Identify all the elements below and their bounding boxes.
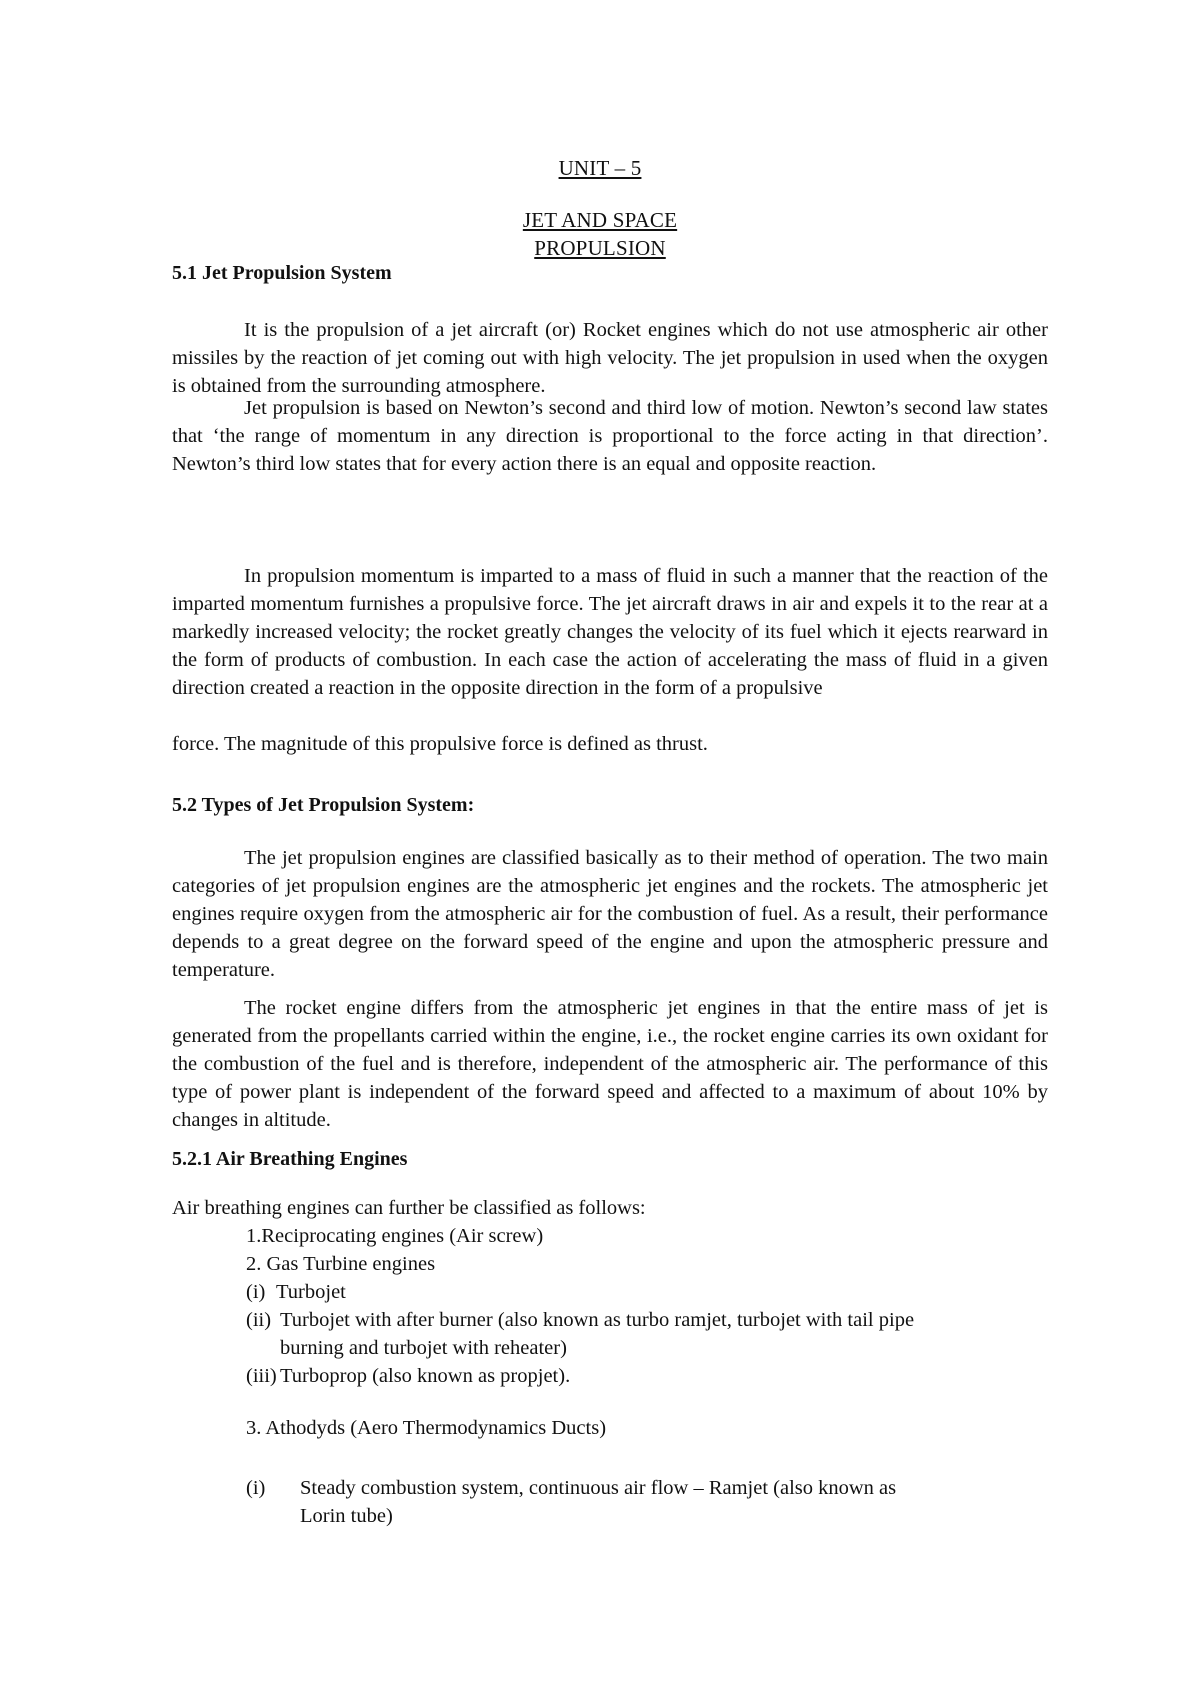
chapter-title-line1: JET AND SPACE <box>522 208 678 232</box>
sub-item-text-continued: Lorin tube) <box>300 1505 393 1527</box>
section-5-2-1-heading: 5.2.1 Air Breathing Engines <box>172 1148 408 1170</box>
sub-item-number: (ii) <box>246 1309 272 1331</box>
section-5-1-paragraph-3 <box>172 562 1048 702</box>
paragraph-text: It is the propulsion of a jet aircraft (or) Rocket engines which do not use atmospheric air other missiles by the reaction of jet coming out with high velocity. The jet propulsion in used when the oxygen is obtained from the surrounding atmosphere. <box>172 319 1048 397</box>
list-item-athodyds: 3. Athodyds (Aero Thermodynamics Ducts) <box>246 1417 607 1439</box>
sub-item-text-continued: burning and turbojet with reheater) <box>280 1337 567 1359</box>
section-5-2-heading: 5.2 Types of Jet Propulsion System: <box>172 794 475 816</box>
list-item-gas-turbine: 2. Gas Turbine engines <box>246 1253 436 1275</box>
section-5-1-paragraph-3-last-line: force. The magnitude of this propulsive force is defined as thrust. <box>172 733 708 755</box>
sub-item-text: Steady combustion system, continuous air flow – Ramjet (also known as <box>300 1477 897 1499</box>
unit-title: UNIT – 5 <box>558 156 642 180</box>
classification-intro: Air breathing engines can further be classified as follows: <box>172 1197 646 1219</box>
paragraph-text: The rocket engine differs from the atmospheric jet engines in that the entire mass of jet is generated from the propellants carried within the engine, i.e., the rocket engine carries its own oxidant for the combustion of the fuel and is therefore, independent of the atmospheric air. The performance of this type of power plant is independent of the forward speed and affected to a maximum of about 10% by changes in altitude. <box>172 997 1048 1131</box>
list-item-reciprocating: 1.Reciprocating engines (Air screw) <box>246 1225 544 1247</box>
sub-item-number: (i) <box>246 1281 266 1303</box>
section-5-1-paragraph-1 <box>172 316 1048 400</box>
chapter-title-line2: PROPULSION <box>534 236 666 260</box>
sub-item-number: (iii) <box>246 1365 277 1387</box>
sub-item-text: Turbojet <box>276 1281 346 1303</box>
sub-item-text: Turbojet with after burner (also known as turbo ramjet, turbojet with tail pipe <box>280 1309 915 1331</box>
paragraph-text: Jet propulsion is based on Newton’s second and third low of motion. Newton’s second law states that ‘the range of momentum in any direction is proportional to the force acting in that direction’. Newton’s third low states that for every action there is an equal and opposite reaction. <box>172 397 1048 475</box>
paragraph-text: The jet propulsion engines are classified basically as to their method of operation. The two main categories of jet propulsion engines are the atmospheric jet engines and the rockets. The atmospheric jet engines require oxygen from the atmospheric air for the combustion of fuel. As a result, their performance depends to a great degree on the forward speed of the engine and upon the atmospheric pressure and temperature. <box>172 847 1048 981</box>
sub-item-text: Turboprop (also known as propjet). <box>280 1365 571 1387</box>
paragraph-text: In propulsion momentum is imparted to a mass of fluid in such a manner that the reaction of the imparted momentum furnishes a propulsive force. The jet aircraft draws in air and expels it to the rear at a markedly increased velocity; the rocket greatly changes the velocity of its fuel which it ejects rearward in the form of products of combustion. In each case the action of accelerating the mass of fluid in a given direction created a reaction in the opposite direction in the form of a propulsive <box>172 565 1048 699</box>
section-5-2-paragraph-1 <box>172 844 1048 984</box>
section-5-1-heading: 5.1 Jet Propulsion System <box>172 262 392 284</box>
section-5-1-paragraph-2 <box>172 394 1048 478</box>
section-5-2-paragraph-2 <box>172 994 1048 1134</box>
sub-item-number: (i) <box>246 1477 266 1499</box>
